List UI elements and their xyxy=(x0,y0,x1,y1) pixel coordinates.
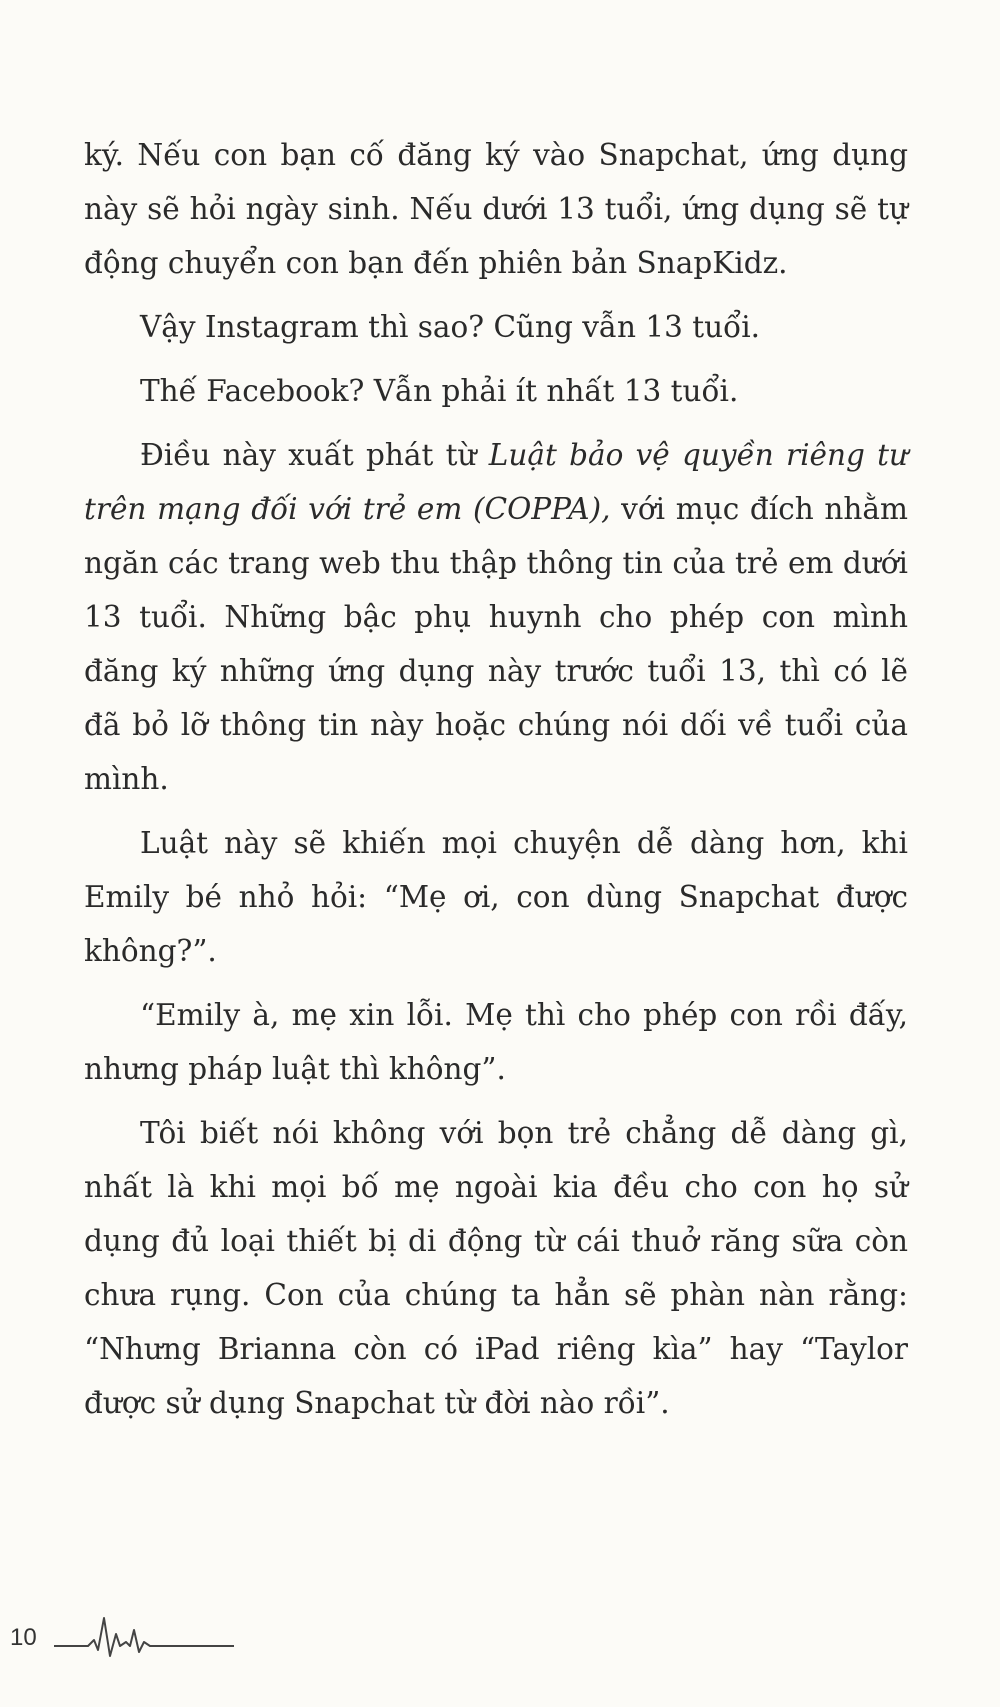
heartbeat-line-icon xyxy=(54,1612,234,1662)
paragraph-coppa-lead: Điều này xuất phát từ xyxy=(140,438,489,472)
paragraph-emily-question: Luật này sẽ khiến mọi chuyện dễ dàng hơn, khi Emily bé nhỏ hỏi: “Mẹ ơi, con dùng Snapchat được không?”. xyxy=(84,826,908,968)
page-footer xyxy=(10,1612,250,1662)
paragraph-facebook: Thế Facebook? Vẫn phải ít nhất 13 tuổi. xyxy=(140,374,739,408)
paragraph-continued: ký. Nếu con bạn cố đăng ký vào Snapchat, ứng dụng này sẽ hỏi ngày sinh. Nếu dưới 13 tuổi, ứng dụng sẽ tự động chuyển con bạn đến phiên bản SnapKidz. xyxy=(84,138,908,280)
paragraph-coppa-rest: với mục đích nhằm ngăn các trang web thu thập thông tin của trẻ em dưới 13 tuổi. Những bậc phụ huynh cho phép con mình đăng ký những ứng dụng này trước tuổi 13, thì có lẽ đã bỏ lỡ thông tin này hoặc chúng nói dối về tuổi của mình. xyxy=(84,492,908,796)
paragraph-instagram: Vậy Instagram thì sao? Cũng vẫn 13 tuổi. xyxy=(140,310,761,344)
law-title-italic: Luật bảo vệ quyền riêng tư trên mạng đối với trẻ em (COPPA), xyxy=(84,438,909,526)
paragraph-coppa xyxy=(84,428,908,806)
paragraph-saying-no: Tôi biết nói không với bọn trẻ chẳng dễ dàng gì, nhất là khi mọi bố mẹ ngoài kia đều cho con họ sử dụng đủ loại thiết bị di động từ cái thuở răng sữa còn chưa rụng. Con của chúng ta hẳn sẽ phàn nàn rằng: “Nhưng Brianna còn có iPad riêng kìa” hay “Taylor được sử dụng Snapchat từ đời nào rồi”. xyxy=(84,1116,908,1420)
paragraph-emily-answer: “Emily à, mẹ xin lỗi. Mẹ thì cho phép con rồi đấy, nhưng pháp luật thì không”. xyxy=(84,998,908,1086)
body-text xyxy=(84,128,908,1440)
page-number: 10 xyxy=(10,1624,37,1651)
